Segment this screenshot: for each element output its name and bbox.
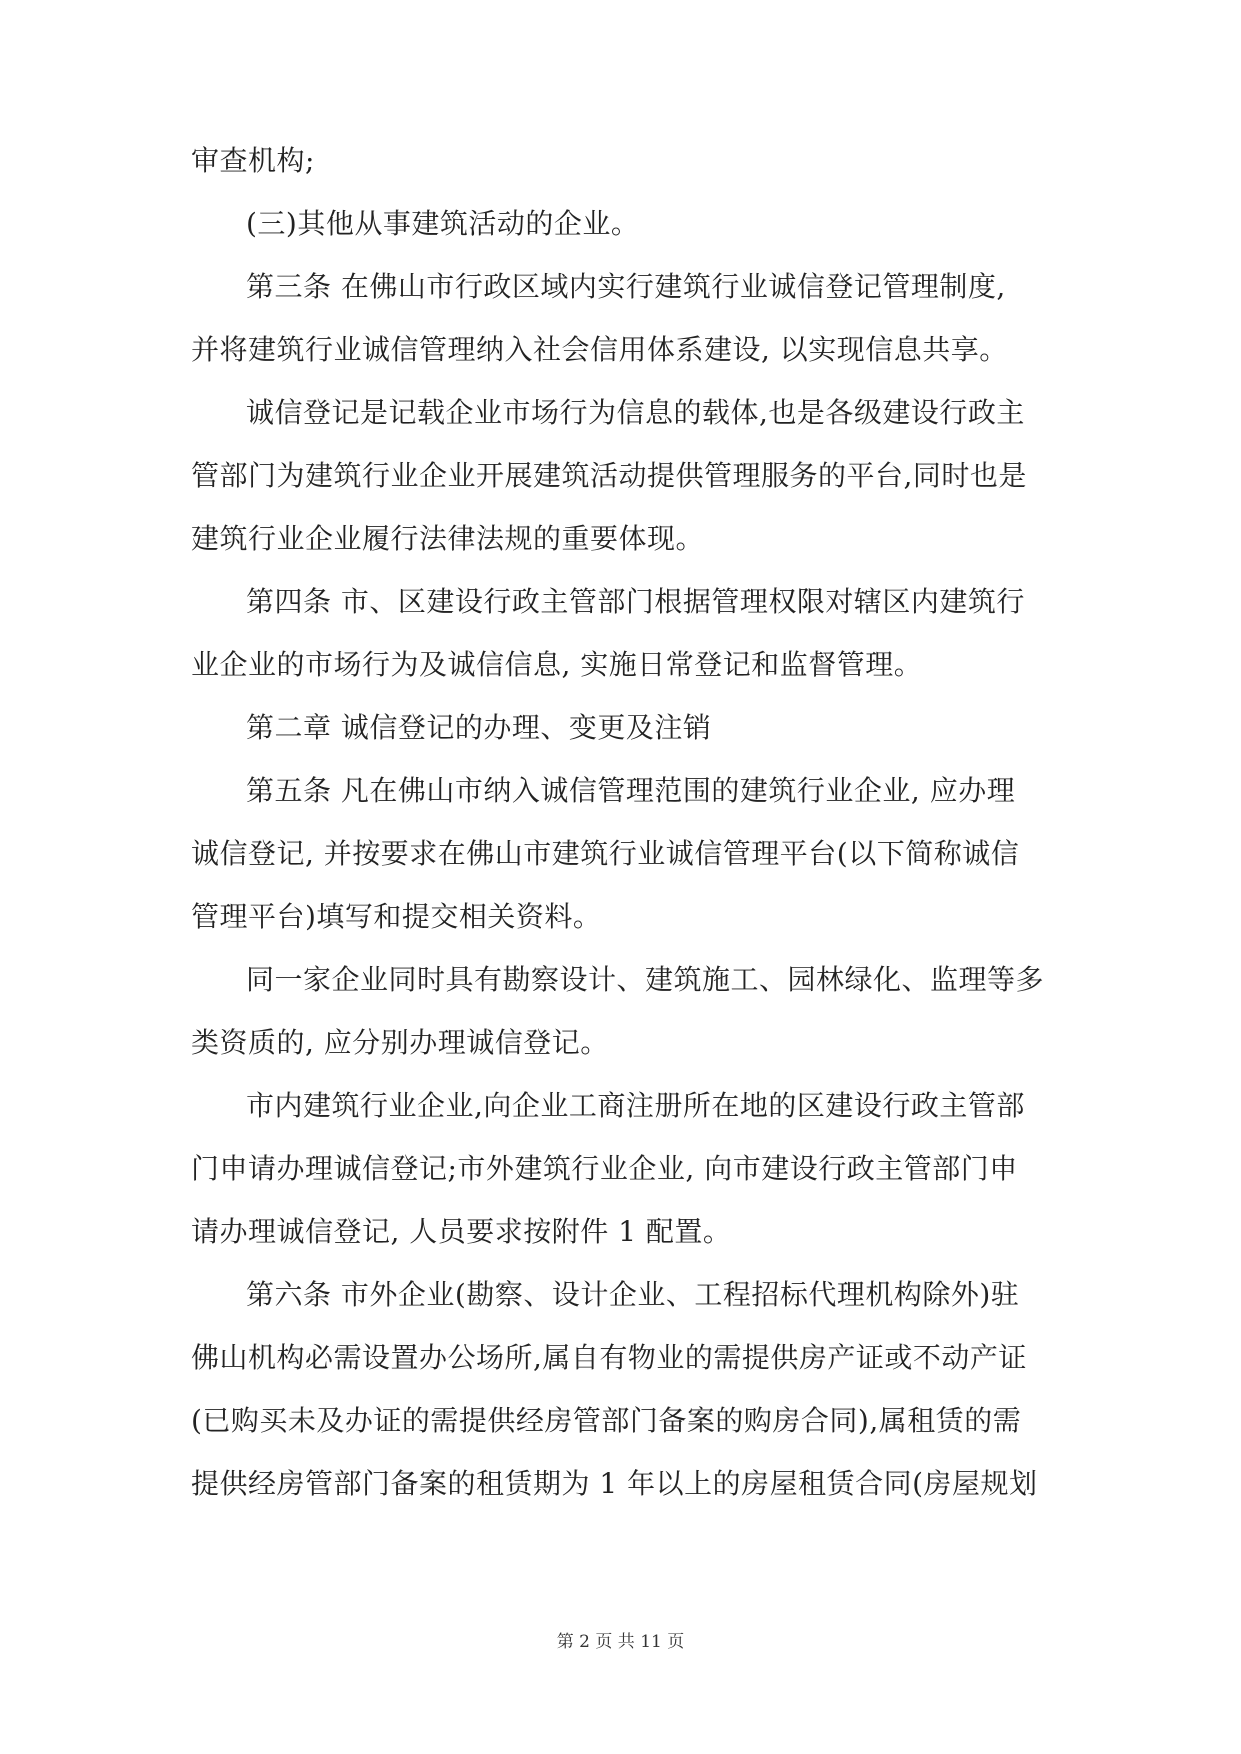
text-line: 佛山机构必需设置办公场所,属自有物业的需提供房产证或不动产证: [191, 1341, 1027, 1374]
text-line: 市内建筑行业企业,向企业工商注册所在地的区建设行政主管部: [246, 1089, 1025, 1122]
text-line: 类资质的, 应分别办理诚信登记。: [191, 1026, 609, 1059]
text-line: 提供经房管部门备案的租赁期为 1 年以上的房屋租赁合同(房屋规划: [191, 1467, 1038, 1500]
text-line: 诚信登记, 并按要求在佛山市建筑行业诚信管理平台(以下简称诚信: [191, 837, 1020, 870]
text-line: 第六条 市外企业(勘察、设计企业、工程招标代理机构除外)驻: [246, 1278, 1020, 1311]
text-line: 门申请办理诚信登记;市外建筑行业企业, 向市建设行政主管部门申: [191, 1152, 1018, 1185]
text-line: (已购买未及办证的需提供经房管部门备案的购房合同),属租赁的需: [191, 1404, 1022, 1437]
text-line: 同一家企业同时具有勘察设计、建筑施工、园林绿化、监理等多: [246, 963, 1045, 996]
text-line: 建筑行业企业履行法律法规的重要体现。: [191, 522, 705, 555]
page-number-footer: 第 2 页 共 11 页: [556, 1632, 685, 1652]
chapter-heading: 第二章 诚信登记的办理、变更及注销: [246, 711, 712, 744]
text-line: 并将建筑行业诚信管理纳入社会信用体系建设, 以实现信息共享。: [191, 333, 1008, 366]
text-line: 第四条 市、区建设行政主管部门根据管理权限对辖区内建筑行: [246, 585, 1025, 618]
text-line: 审查机构;: [191, 144, 315, 177]
text-line: 业企业的市场行为及诚信信息, 实施日常登记和监督管理。: [191, 648, 923, 681]
text-line: (三)其他从事建筑活动的企业。: [246, 207, 640, 240]
text-line: 管理平台)填写和提交相关资料。: [191, 900, 602, 933]
text-line: 第五条 凡在佛山市纳入诚信管理范围的建筑行业企业, 应办理: [246, 774, 1016, 807]
text-line: 管部门为建筑行业企业开展建筑活动提供管理服务的平台,同时也是: [191, 459, 1027, 492]
text-line: 请办理诚信登记, 人员要求按附件 1 配置。: [191, 1215, 732, 1248]
text-line: 诚信登记是记载企业市场行为信息的载体,也是各级建设行政主: [246, 396, 1025, 429]
text-line: 第三条 在佛山市行政区域内实行建筑行业诚信登记管理制度,: [246, 270, 1006, 303]
